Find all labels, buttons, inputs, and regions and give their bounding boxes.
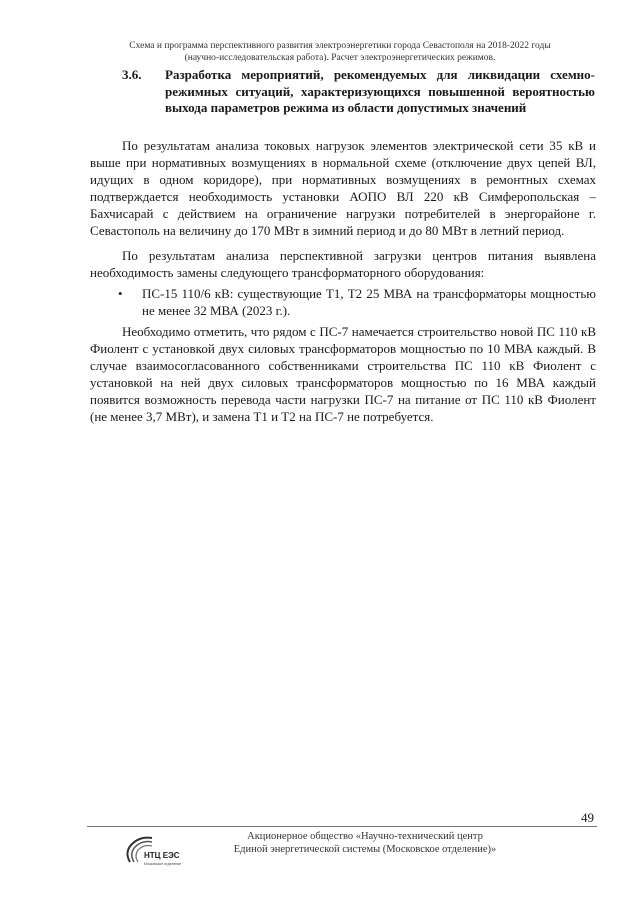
logo-text: НТЦ ЕЭС — [144, 851, 180, 860]
paragraph-3: Необходимо отметить, что рядом с ПС-7 намечается строительство новой ПС 110 кВ Фиолент с установкой двух силовых трансформаторов мощностью по 10 МВА каждый. В случае взаимосогласованного собственниками строительства ПС 110 кВ Фиолент с установкой на ней двух силовых трансформаторов мощностью по 16 МВА каждый появится возможность перевода части нагрузки ПС-7 на питание от ПС 110 кВ Фиолент (не менее 3,7 МВт), и замена Т1 и Т2 на ПС-7 не потребуется. — [90, 324, 596, 424]
company-logo-icon — [122, 832, 184, 872]
footer-line-2: Единой энергетической системы (Московское отделение)» — [233, 844, 497, 855]
header-line-1: Схема и программа перспективного развития электроэнергетики города Севастополя на 2018-2022 годы — [129, 41, 551, 51]
list-item-text: ПС-15 110/6 кВ: существующие Т1, Т2 25 МВА на трансформаторы мощностью не менее 32 МВА (2023 г.). — [142, 286, 596, 318]
bullet-icon: • — [118, 286, 123, 301]
section-title: Разработка мероприятий, рекомендуемых для ликвидации схемно-режимных ситуаций, характеризующихся повышенной вероятностью выхода параметров режима из области допустимых значений — [165, 67, 595, 115]
section-number: 3.6. — [122, 67, 142, 82]
document-body — [90, 137, 596, 433]
page-footer — [200, 830, 530, 856]
list-item — [90, 285, 596, 319]
footer-line-1: Акционерное общество «Научно-технический центр — [247, 831, 483, 842]
header-line-2: (научно-исследовательская работа). Расчет электроэнергетических режимов. — [184, 53, 496, 63]
logo-subtext: Московское отделение — [144, 862, 182, 866]
page-number: 49 — [581, 810, 594, 825]
paragraph-2: По результатам анализа перспективной загрузки центров питания выявлена необходимость замены следующего трансформаторного оборудования: — [90, 248, 596, 280]
page-header — [100, 40, 580, 64]
paragraph-1: По результатам анализа токовых нагрузок элементов электрической сети 35 кВ и выше при нормативных возмущениях в нормальной схеме (отключение двух цепей ВЛ, идущих в одном коридоре), при нормативных возмущениях в ремонтных схемах подтверждается необходимость установки АОПО ВЛ 220 кВ Симферопольская – Бахчисарай с действием на ограничение нагрузки потребителей в энергорайоне г. Севастополь на величину до 170 МВт в зимний период и до 80 МВт в летний период. — [90, 138, 596, 238]
footer-divider — [87, 826, 597, 827]
